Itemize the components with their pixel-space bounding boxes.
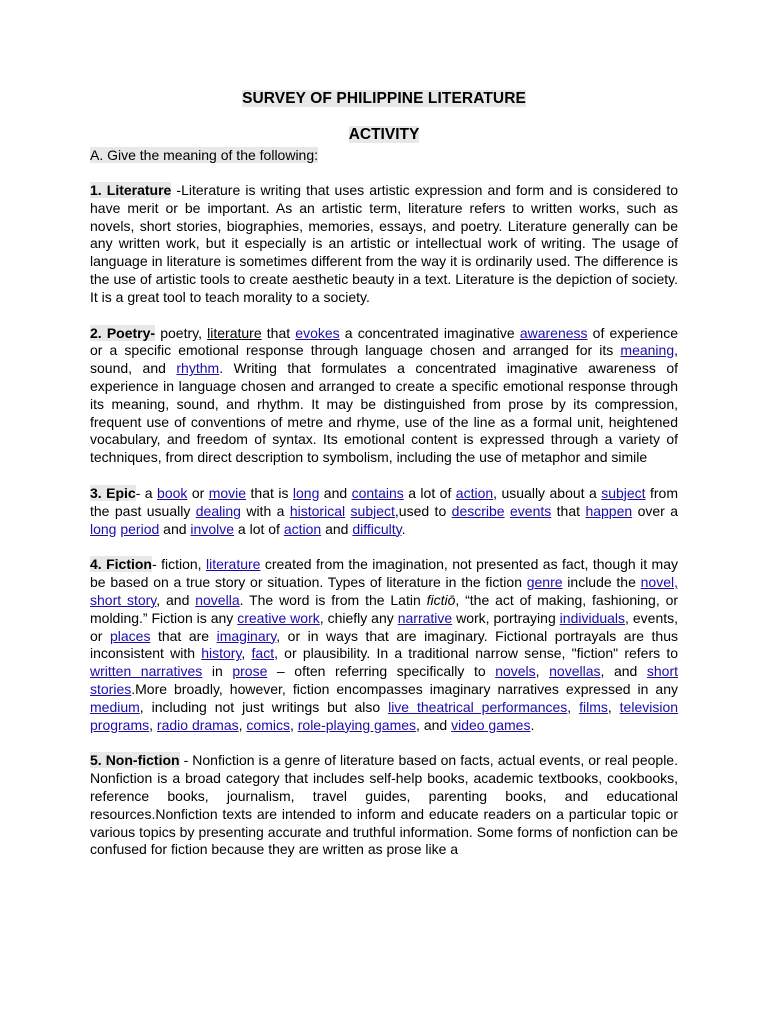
link[interactable]: describe — [451, 502, 505, 519]
link[interactable]: historical — [289, 502, 346, 519]
link[interactable]: narrative — [397, 609, 453, 626]
link[interactable]: book — [157, 484, 188, 501]
term-label: 4. Fiction — [90, 556, 152, 573]
link[interactable]: short stories — [90, 663, 679, 697]
document-title: SURVEY OF PHILIPPINE LITERATURE — [242, 90, 526, 107]
instruction-text: A. Give the meaning of the following: — [90, 147, 319, 163]
link[interactable]: television programs — [90, 698, 679, 733]
definition-epic: 3. Epic- a book or movie that is long and contains a lot of action, usually about a subject from the past usually dealing with a historical subject,used to describe events that happen over a long period and involve a lot of action and difficulty. — [90, 484, 679, 537]
link[interactable]: happen — [585, 502, 633, 519]
link[interactable]: comics — [246, 716, 290, 733]
link[interactable]: fact — [251, 645, 275, 662]
link[interactable]: novels — [495, 663, 536, 680]
link[interactable]: places — [109, 627, 151, 644]
link[interactable]: history — [201, 645, 242, 662]
link[interactable]: subject — [350, 502, 395, 519]
link[interactable]: subject — [601, 484, 646, 501]
link[interactable]: written narratives — [90, 663, 203, 680]
link[interactable]: evokes — [295, 324, 340, 341]
link[interactable]: novel, short story — [90, 574, 678, 608]
link[interactable]: involve — [190, 520, 235, 537]
definition-fiction: 4. Fiction- fiction, literature created from the imagination, not presented as fact, though it may be based on a true story or situation. Types of literature in the fiction genre include the novel, short story, and novella. The word is from the Latin fictiō, “the act of making, fashioning, or molding.” Fiction is any creative work, chiefly any narrative work, portraying individuals, events, or places that are imaginary, or in ways that are imaginary. Fictional portrayals are thus inconsistent with history, fact, or plausibility. In a traditional narrow sense, "fiction" refers to written narratives in prose – often referring specifically to novels, novellas, and short stories.More broadly, however, fiction encompasses imaginary narratives expressed in any medium, including not just writings but also live theatrical performances, films, television programs, radio dramas, comics, role-playing games, and video games. — [90, 556, 679, 733]
document-body — [90, 146, 678, 877]
link[interactable]: long — [90, 520, 117, 537]
link[interactable]: video games — [451, 716, 531, 733]
link[interactable]: difficulty — [352, 520, 402, 537]
term-label: 5. Non-fiction — [90, 752, 180, 769]
activity-heading: ACTIVITY — [348, 126, 420, 143]
link[interactable]: dealing — [195, 502, 241, 519]
definition-literature: 1. Literature -Literature is writing that uses artistic expression and form and is considered to have merit or be important. As an artistic term, literature refers to written works, such as novels, short stories, biographies, memories, essays, and poetry. Literature generally can be any written work, but it especially is an artistic or intellectual work of writing. The usage of language in literature is sometimes different from the way it is ordinarily used. The difference is the use of artistic tools to create aesthetic beauty in a text. Literature is the depiction of society. It is a great tool to teach morality to a society. — [90, 182, 678, 305]
link[interactable]: literature — [205, 556, 261, 573]
link[interactable]: novella — [195, 591, 240, 608]
link[interactable]: period — [120, 520, 160, 537]
term-label: 3. Epic — [90, 484, 136, 501]
link[interactable]: events — [510, 502, 552, 519]
link[interactable]: medium — [90, 698, 140, 715]
link[interactable]: contains — [351, 484, 404, 501]
link[interactable]: novellas — [549, 663, 601, 680]
link[interactable]: prose — [232, 663, 268, 680]
link[interactable]: creative work — [237, 609, 320, 626]
link[interactable]: meaning — [620, 342, 675, 359]
definition-poetry: 2. Poetry- poetry, literature that evokes a concentrated imaginative awareness of experience or a specific emotional response through language chosen and arranged for its meaning, sound, and rhythm. Writing that formulates a concentrated imaginative awareness of experience in language chosen and arranged to create a specific emotional response through its meaning, sound, and rhythm. It may be distinguished from prose by its compression, frequent use of conventions of metre and rhyme, use of the line as a formal unit, heightened vocabulary, and freedom of syntax. Its emotional content is expressed through a variety of techniques, from direct description to symbolism, including the use of metaphor and simile — [90, 324, 679, 466]
link[interactable]: role-playing games — [297, 716, 417, 733]
link[interactable]: action — [455, 484, 494, 501]
link[interactable]: action — [283, 520, 322, 537]
link[interactable]: awareness — [519, 324, 588, 341]
term-label: 1. Literature — [90, 182, 172, 198]
link[interactable]: live theatrical performances — [388, 698, 568, 715]
link[interactable]: films — [579, 698, 608, 715]
term-label: 2. Poetry- — [90, 324, 156, 341]
link[interactable]: individuals — [559, 609, 626, 626]
link[interactable]: genre — [526, 574, 563, 591]
link[interactable]: movie — [208, 484, 247, 501]
link[interactable]: rhythm — [176, 360, 220, 377]
definition-nonfiction: 5. Non-fiction - Nonfiction is a genre of literature based on facts, actual events, or real people. Nonfiction is a broad category that includes self-help books, academic textbooks, cookbooks, reference books, journalism, travel guides, parenting books, and educational resources.Nonfiction texts are intended to inform and educate readers on a particular topic or various topics by presenting accurate and truthful information. Some forms of nonfiction can be confused for fiction because they are written as prose like a — [90, 752, 678, 858]
link[interactable]: long — [292, 484, 320, 501]
link[interactable]: imaginary — [216, 627, 277, 644]
link[interactable]: radio dramas — [156, 716, 239, 733]
